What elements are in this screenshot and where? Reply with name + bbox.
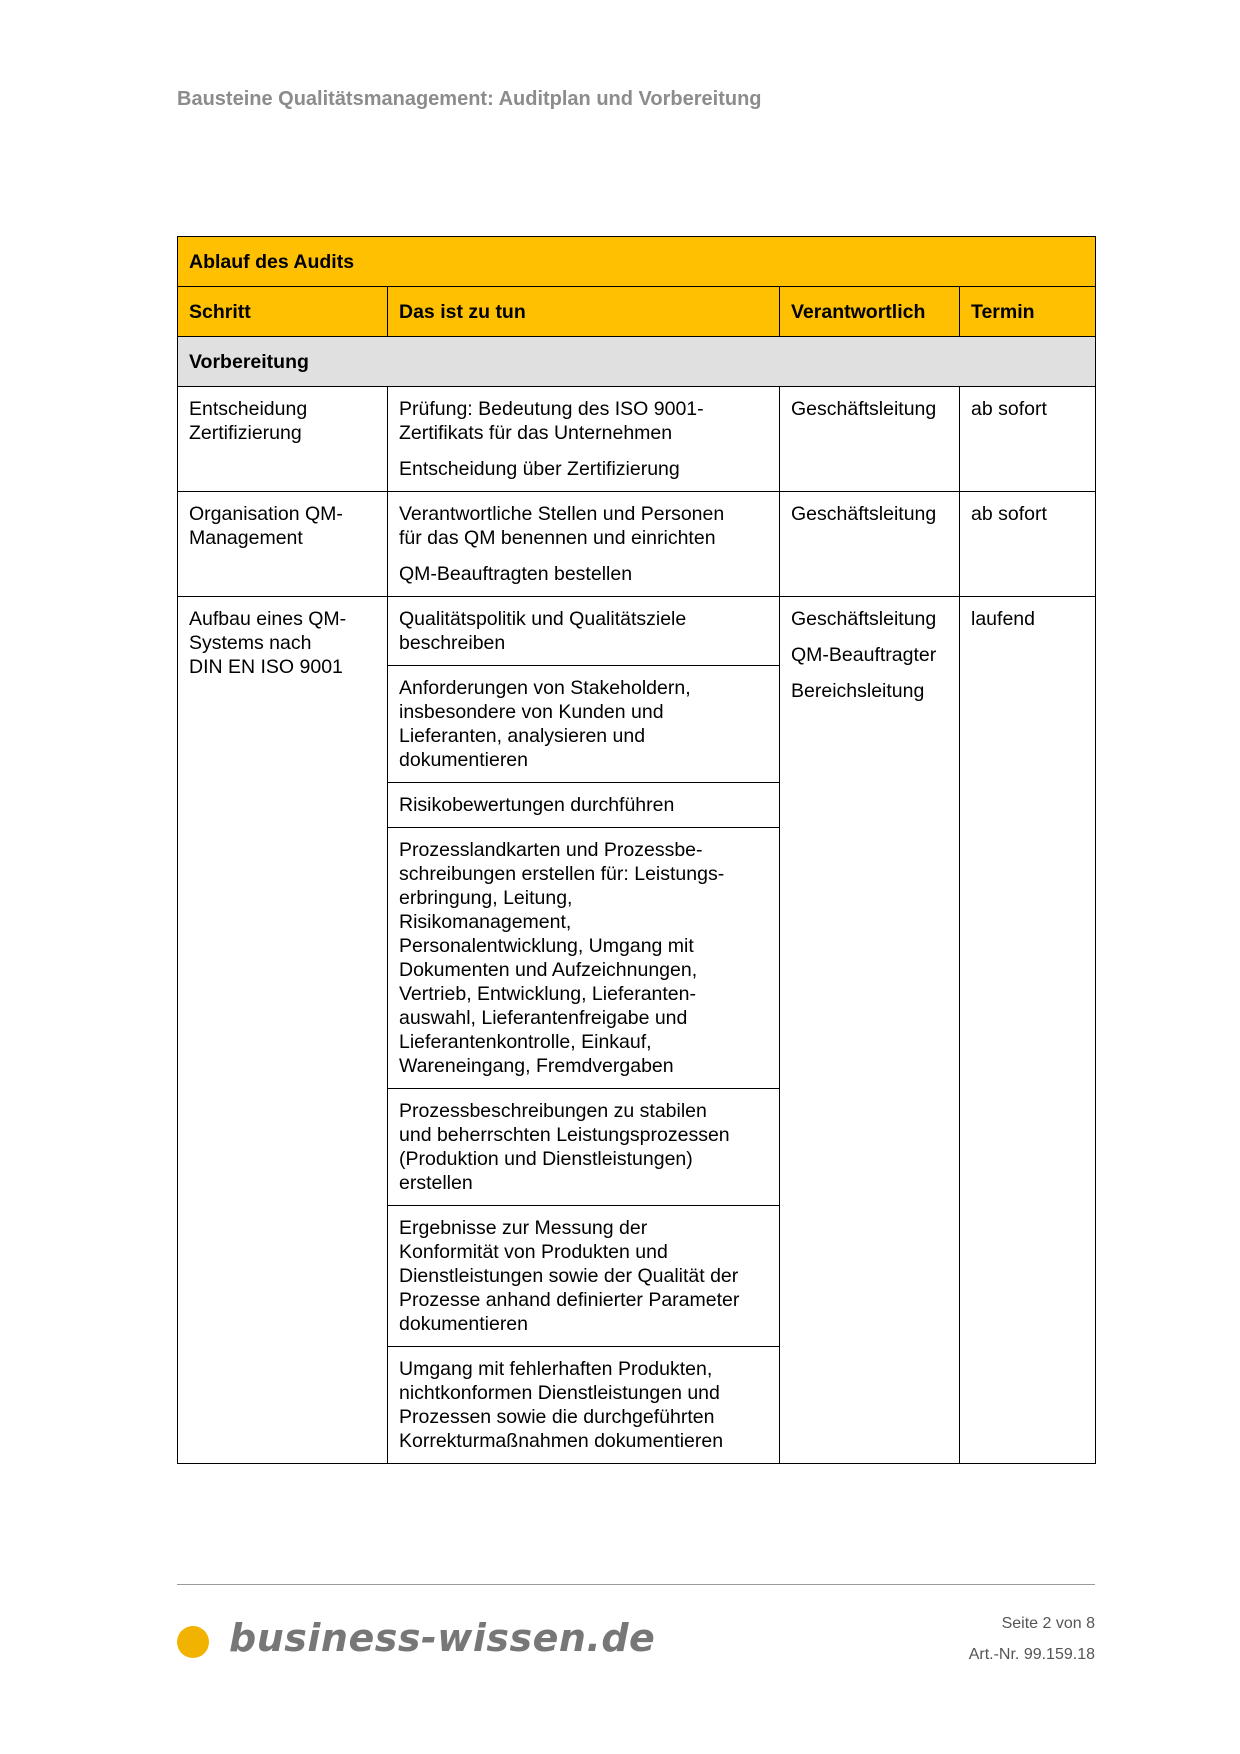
step-cell (178, 387, 388, 492)
task-text: dokumentieren (399, 1313, 528, 1335)
table-row (178, 387, 1096, 492)
article-number: Art.-Nr. 99.159.18 (968, 1646, 1095, 1663)
task-text: Lieferanten, analysieren und (399, 725, 646, 747)
responsible-cell (780, 387, 960, 492)
task-text: erbringung, Leitung, (399, 887, 573, 909)
task-text: Prozessen sowie die durchgeführten (399, 1406, 715, 1428)
task-text: Umgang mit fehlerhaften Produkten, (399, 1358, 713, 1380)
task-cell (388, 783, 780, 828)
task-text: nichtkonformen Dienstleistungen und (399, 1382, 720, 1404)
footer-meta (969, 1608, 1095, 1670)
step-text: Systems nach (189, 632, 312, 654)
responsible-text: Bereichsleitung (791, 680, 925, 702)
task-text: Ergebnisse zur Messung der (399, 1217, 648, 1239)
task-text: Entscheidung über Zertifizierung (399, 458, 680, 480)
step-text: Entscheidung (189, 398, 308, 420)
deadline-cell: laufend (960, 597, 1096, 1464)
responsible-text: Geschäftsleitung (791, 608, 937, 630)
task-cell (388, 828, 780, 1089)
task-cell (388, 1206, 780, 1347)
task-text: Personalentwicklung, Umgang mit (399, 935, 694, 957)
task-text: Verantwortliche Stellen und Personen (399, 503, 725, 525)
task-text: Dokumenten und Aufzeichnungen, (399, 959, 698, 981)
task-text: Lieferantenkontrolle, Einkauf, (399, 1031, 652, 1053)
task-text: Konformität von Produkten und (399, 1241, 668, 1263)
task-cell (388, 1089, 780, 1206)
deadline-cell: ab sofort (960, 387, 1096, 492)
task-text: Korrekturmaßnahmen dokumentieren (399, 1430, 724, 1452)
table-row (178, 597, 1096, 666)
document-header-title: Bausteine Qualitätsmanagement: Auditplan und Vorbereitung (177, 88, 762, 110)
task-text: Prozessbeschreibungen zu stabilen (399, 1100, 707, 1122)
task-text: Prüfung: Bedeutung des ISO 9001- (399, 398, 704, 420)
column-header-deadline: Termin (960, 287, 1096, 337)
task-cell (388, 597, 780, 666)
task-text: Prozesse anhand definierter Parameter (399, 1289, 740, 1311)
task-cell (388, 387, 780, 492)
responsible-cell (780, 492, 960, 597)
task-text: dokumentieren (399, 749, 528, 771)
column-header-responsible: Verantwortlich (780, 287, 960, 337)
task-text: Prozesslandkarten und Prozessbe- (399, 839, 703, 861)
brand-logo: business-wissen.de (229, 1616, 656, 1660)
task-text: Risikobewertungen durchführen (399, 794, 675, 816)
step-text: Management (189, 527, 303, 549)
section-label: Vorbereitung (178, 337, 1096, 387)
task-text: und beherrschten Leistungsprozessen (399, 1124, 730, 1146)
task-text: erstellen (399, 1172, 473, 1194)
deadline-cell: ab sofort (960, 492, 1096, 597)
step-cell (178, 597, 388, 1464)
responsible-text: Geschäftsleitung (791, 398, 937, 420)
task-text: Risikomanagement, (399, 911, 572, 933)
audit-schedule-table (177, 236, 1096, 1464)
task-text: (Produktion und Dienstleistungen) (399, 1148, 693, 1170)
task-text: Qualitätspolitik und Qualitätsziele (399, 608, 687, 630)
responsible-text: QM-Beauftragter (791, 644, 937, 666)
responsible-cell (780, 597, 960, 1464)
task-text: Anforderungen von Stakeholdern, (399, 677, 691, 699)
table-title: Ablauf des Audits (178, 237, 1096, 287)
task-text: insbesondere von Kunden und (399, 701, 664, 723)
task-cell (388, 492, 780, 597)
task-cell (388, 666, 780, 783)
logo-dot-icon (177, 1626, 209, 1658)
step-text: Organisation QM- (189, 503, 343, 525)
step-text: DIN EN ISO 9001 (189, 656, 343, 678)
responsible-text: Geschäftsleitung (791, 503, 937, 525)
column-header-task: Das ist zu tun (388, 287, 780, 337)
step-cell (178, 492, 388, 597)
step-text: Zertifizierung (189, 422, 302, 444)
step-text: Aufbau eines QM- (189, 608, 347, 630)
table-row (178, 492, 1096, 597)
task-text: schreibungen erstellen für: Leistungs- (399, 863, 725, 885)
task-text: Wareneingang, Fremdvergaben (399, 1055, 674, 1077)
task-text: QM-Beauftragten bestellen (399, 563, 633, 585)
task-text: für das QM benennen und einrichten (399, 527, 716, 549)
task-text: Zertifikats für das Unternehmen (399, 422, 673, 444)
page-number: Seite 2 von 8 (1001, 1615, 1095, 1632)
task-text: auswahl, Lieferantenfreigabe und (399, 1007, 688, 1029)
task-text: beschreiben (399, 632, 506, 654)
task-cell (388, 1347, 780, 1464)
task-text: Vertrieb, Entwicklung, Lieferanten- (399, 983, 696, 1005)
task-text: Dienstleistungen sowie der Qualität der (399, 1265, 739, 1287)
column-header-step: Schritt (178, 287, 388, 337)
footer-divider (177, 1584, 1095, 1585)
